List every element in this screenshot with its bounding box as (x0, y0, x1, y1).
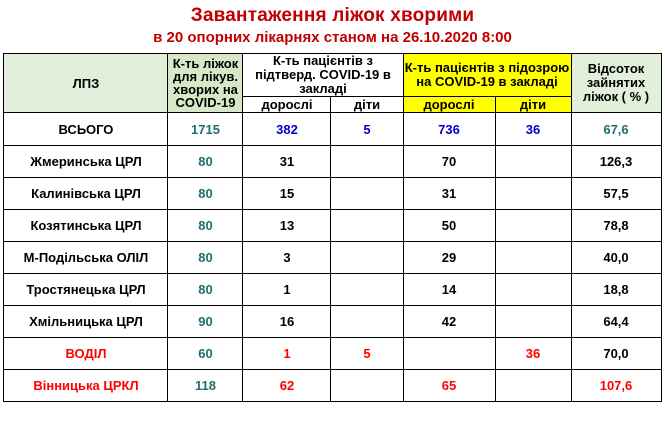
col-header-percent: Відсоток зайнятих ліжок ( % ) (571, 54, 661, 113)
row-label: ВСЬОГО (4, 113, 168, 146)
row-label: ВОДІЛ (4, 338, 168, 370)
table-row (4, 242, 661, 274)
cell-suspected-children (495, 306, 571, 338)
cell-suspected-children (495, 242, 571, 274)
table-row (4, 338, 661, 370)
cell-percent: 126,3 (571, 146, 661, 178)
page-title: Завантаження ліжок хворими (190, 5, 475, 26)
cell-beds: 1715 (168, 113, 243, 146)
row-label: Жмеринська ЦРЛ (4, 146, 168, 178)
cell-confirmed-adults: 3 (243, 242, 331, 274)
cell-percent: 18,8 (571, 274, 661, 306)
col-header-confirmed-children: діти (331, 97, 403, 113)
cell-confirmed-adults: 62 (243, 370, 331, 402)
row-label: М-Подільська ОЛІЛ (4, 242, 168, 274)
cell-suspected-adults (403, 338, 495, 370)
cell-beds: 80 (168, 178, 243, 210)
beds-table (3, 53, 661, 402)
cell-suspected-adults: 65 (403, 370, 495, 402)
col-header-confirmed: К-ть пацієнтів з підтверд. COVID-19 в закладі (243, 54, 403, 97)
cell-percent: 107,6 (571, 370, 661, 402)
cell-beds: 118 (168, 370, 243, 402)
table-row (4, 178, 661, 210)
table-row (4, 210, 661, 242)
cell-beds: 80 (168, 146, 243, 178)
row-label: Козятинська ЦРЛ (4, 210, 168, 242)
cell-confirmed-adults: 1 (243, 274, 331, 306)
cell-beds: 80 (168, 210, 243, 242)
table-row (4, 274, 661, 306)
cell-confirmed-children (331, 146, 403, 178)
cell-confirmed-children (331, 178, 403, 210)
col-header-lpz: ЛПЗ (4, 54, 168, 113)
col-header-confirmed-adults: дорослі (243, 97, 331, 113)
cell-suspected-adults: 70 (403, 146, 495, 178)
cell-confirmed-adults: 382 (243, 113, 331, 146)
cell-suspected-adults: 50 (403, 210, 495, 242)
cell-percent: 57,5 (571, 178, 661, 210)
cell-confirmed-children: 5 (331, 113, 403, 146)
title-block (0, 0, 665, 48)
cell-confirmed-adults: 31 (243, 146, 331, 178)
row-label: Тростянецька ЦРЛ (4, 274, 168, 306)
cell-beds: 80 (168, 242, 243, 274)
cell-suspected-children (495, 210, 571, 242)
cell-suspected-children (495, 274, 571, 306)
row-label: Хмільницька ЦРЛ (4, 306, 168, 338)
cell-suspected-children (495, 178, 571, 210)
cell-beds: 90 (168, 306, 243, 338)
table-row (4, 113, 661, 146)
cell-percent: 78,8 (571, 210, 661, 242)
cell-confirmed-children (331, 274, 403, 306)
col-header-beds: К-ть ліжок для лікув. хворих на COVID-19 (168, 54, 243, 113)
cell-confirmed-adults: 15 (243, 178, 331, 210)
cell-confirmed-adults: 1 (243, 338, 331, 370)
cell-confirmed-children: 5 (331, 338, 403, 370)
page-subtitle: в 20 опорних лікарнях станом на 26.10.2020 8:00 (153, 29, 512, 46)
cell-suspected-adults: 29 (403, 242, 495, 274)
cell-confirmed-adults: 13 (243, 210, 331, 242)
cell-percent: 64,4 (571, 306, 661, 338)
cell-suspected-children (495, 370, 571, 402)
cell-confirmed-children (331, 370, 403, 402)
cell-suspected-adults: 42 (403, 306, 495, 338)
cell-suspected-children (495, 146, 571, 178)
cell-confirmed-children (331, 242, 403, 274)
table-row (4, 306, 661, 338)
table-row (4, 370, 661, 402)
cell-beds: 60 (168, 338, 243, 370)
col-header-suspected: К-ть пацієнтів з підозрою на COVID-19 в закладі (403, 54, 571, 97)
cell-confirmed-adults: 16 (243, 306, 331, 338)
cell-percent: 40,0 (571, 242, 661, 274)
col-header-suspected-children: діти (495, 97, 571, 113)
cell-beds: 80 (168, 274, 243, 306)
row-label: Калинівська ЦРЛ (4, 178, 168, 210)
cell-suspected-adults: 736 (403, 113, 495, 146)
table-header-row-groups (4, 54, 661, 97)
cell-suspected-children: 36 (495, 113, 571, 146)
cell-suspected-adults: 14 (403, 274, 495, 306)
table-body (4, 113, 661, 402)
cell-suspected-children: 36 (495, 338, 571, 370)
row-label: Вінницька ЦРКЛ (4, 370, 168, 402)
cell-confirmed-children (331, 210, 403, 242)
cell-suspected-adults: 31 (403, 178, 495, 210)
col-header-suspected-adults: дорослі (403, 97, 495, 113)
cell-percent: 70,0 (571, 338, 661, 370)
table-row (4, 146, 661, 178)
cell-confirmed-children (331, 306, 403, 338)
cell-percent: 67,6 (571, 113, 661, 146)
table-header (4, 54, 661, 113)
